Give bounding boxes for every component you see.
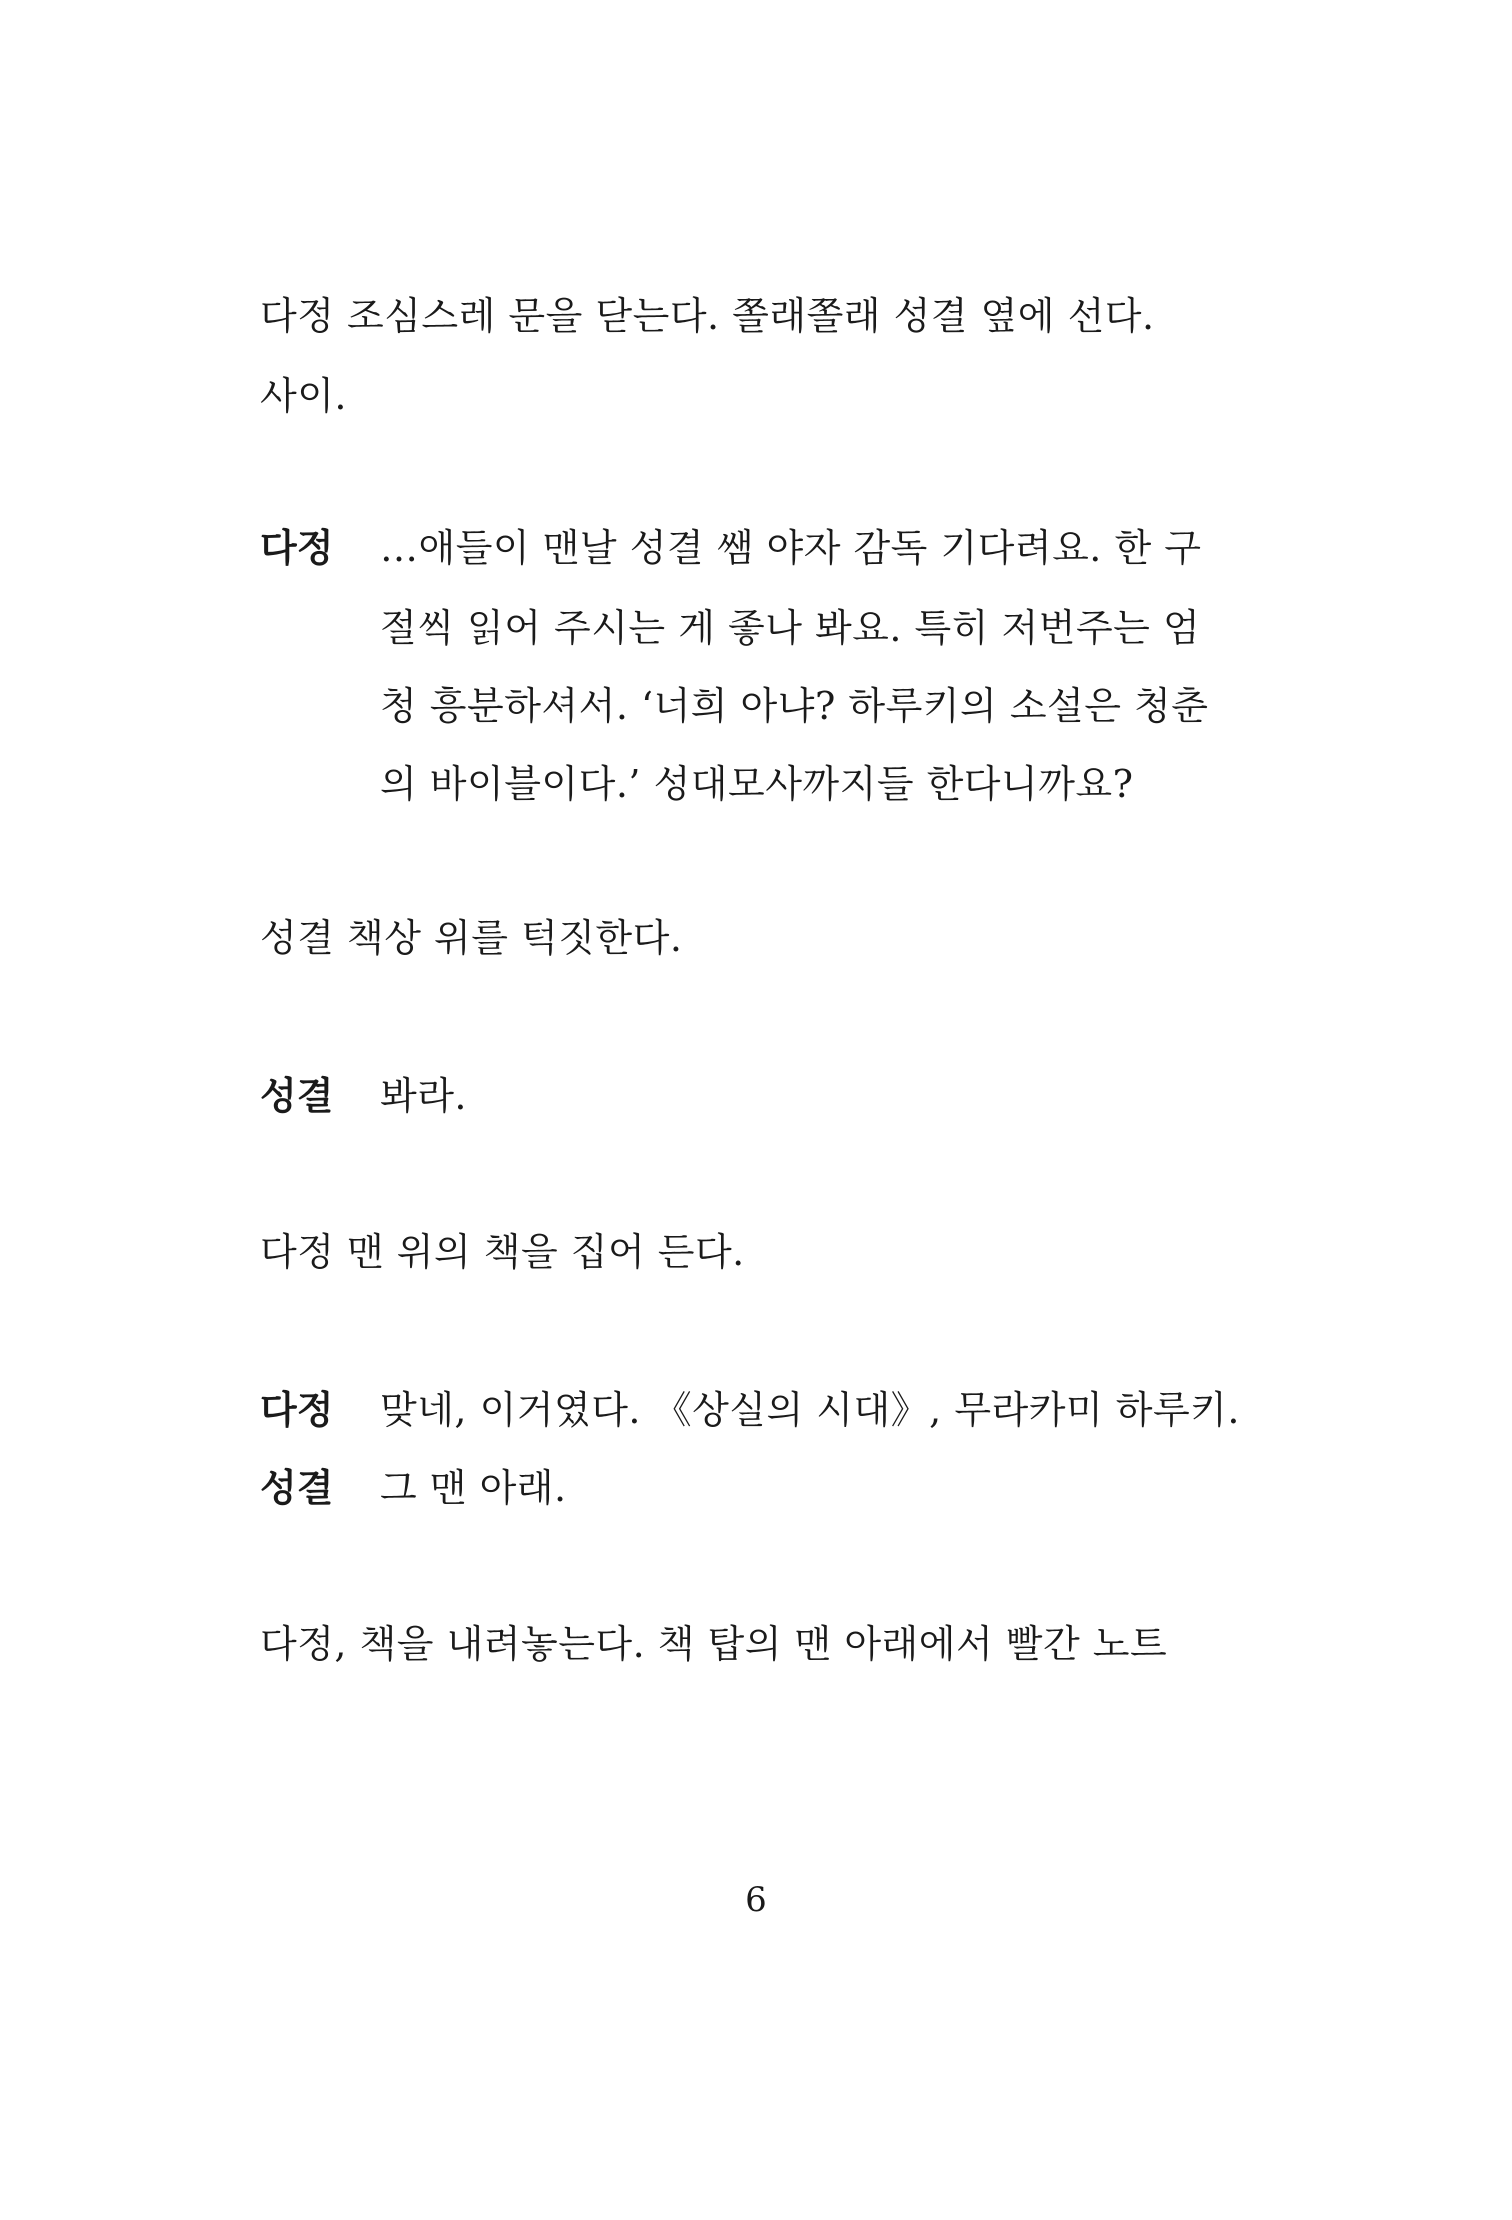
speaker-name: 다정 — [260, 526, 334, 570]
dialogue-line: 맞네, 이거였다. 《상실의 시대》, 무라카미 하루키. — [380, 1388, 1240, 1432]
speaker-name: 성결 — [260, 1466, 334, 1510]
dialogue-line: …애들이 맨날 성결 쌤 야자 감독 기다려요. 한 구 — [380, 526, 1202, 570]
dialogue-line: 그 맨 아래. — [380, 1466, 567, 1510]
speaker-name: 다정 — [260, 1388, 334, 1432]
action-line: 성결 책상 위를 턱짓한다. — [260, 916, 683, 960]
action-line: 다정 맨 위의 책을 집어 든다. — [260, 1230, 745, 1274]
dialogue-line: 청 흥분하셔서. ‘너희 아냐? 하루키의 소설은 청춘 — [380, 684, 1209, 728]
dialogue-line: 절씩 읽어 주시는 게 좋나 봐요. 특히 저번주는 엄 — [380, 606, 1201, 650]
dialogue-line: 의 바이블이다.’ 성대모사까지들 한다니까요? — [380, 762, 1134, 806]
action-line: 사이. — [260, 374, 347, 418]
dialogue-line: 봐라. — [380, 1074, 467, 1118]
action-line: 다정 조심스레 문을 닫는다. 쫄래쫄래 성결 옆에 선다. — [260, 294, 1155, 338]
page-number: 6 — [745, 1880, 767, 1920]
speaker-name: 성결 — [260, 1074, 334, 1118]
action-line: 다정, 책을 내려놓는다. 책 탑의 맨 아래에서 빨간 노트 — [260, 1622, 1168, 1666]
